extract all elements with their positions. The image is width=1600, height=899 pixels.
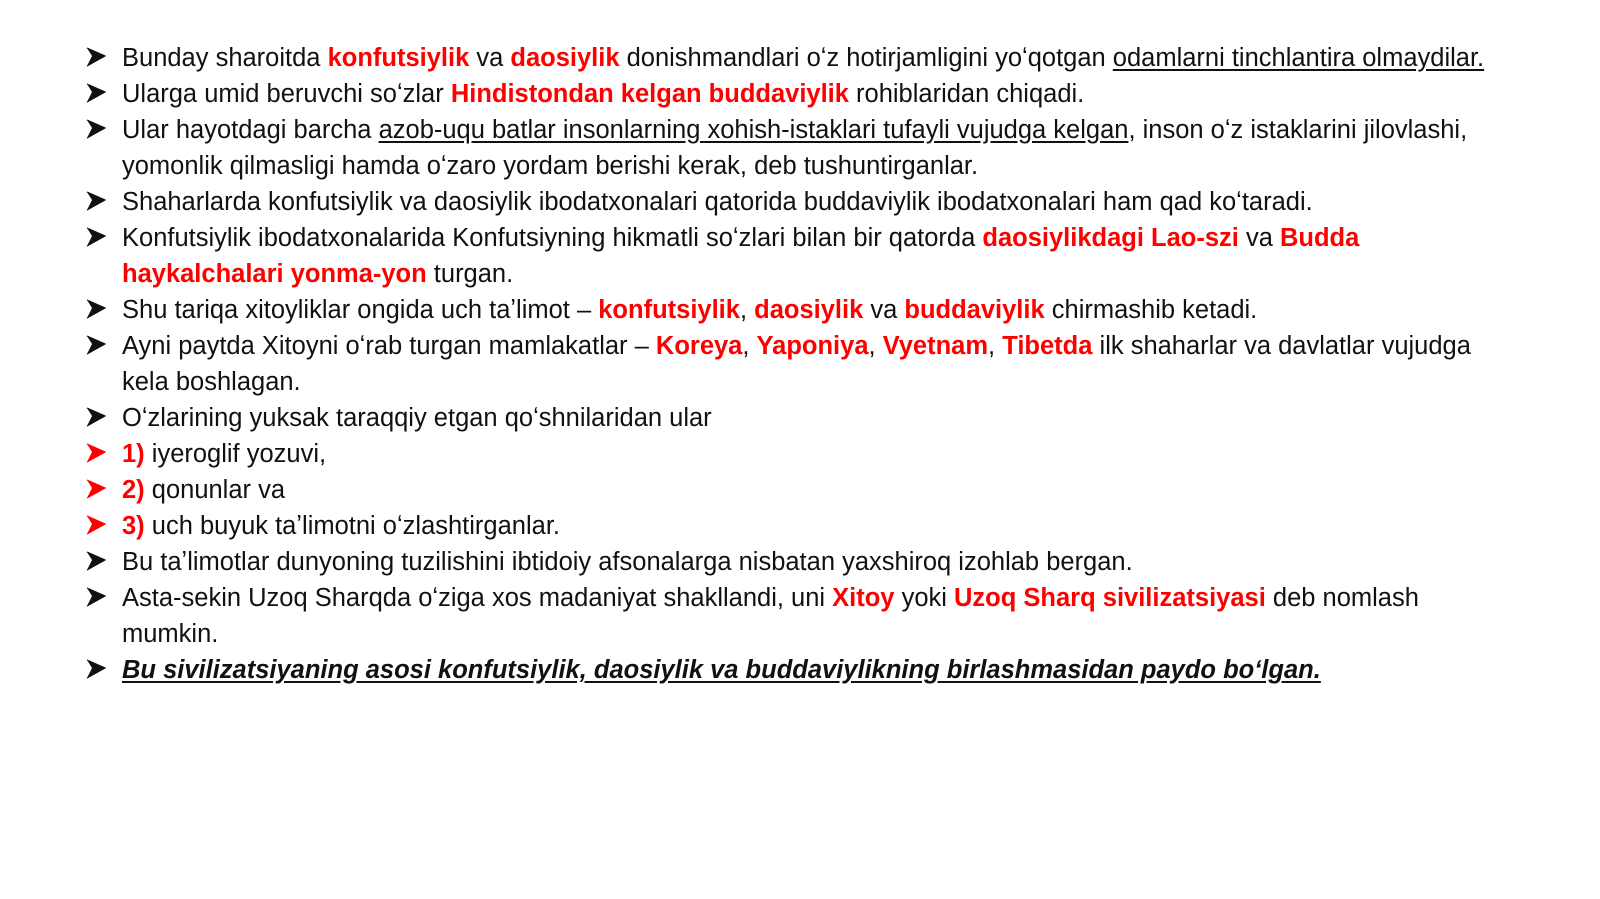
text-run: iyeroglif yozuvi,: [144, 440, 327, 468]
text-run: ,: [868, 332, 883, 360]
arrowhead-bullet-icon: [86, 544, 108, 580]
bullet-text: [122, 440, 326, 468]
text-run: va: [469, 44, 511, 72]
bullet-item: [86, 472, 1506, 508]
text-run: turgan.: [426, 260, 514, 288]
arrowhead-bullet-icon: [86, 328, 108, 364]
bullet-text: [122, 296, 1257, 324]
bullet-text: [122, 656, 1321, 684]
text-run: odamlarni tinchlantira olmaydilar.: [1112, 44, 1485, 72]
text-run: va: [1238, 224, 1280, 252]
bullet-item: [86, 76, 1506, 112]
bullet-text: [122, 44, 1484, 72]
text-run: ,: [988, 332, 1003, 360]
text-run: konfutsiylik: [598, 296, 740, 324]
bullet-item: [86, 328, 1506, 400]
text-run: uch buyuk taʼlimotni oʻzlashtirganlar.: [144, 512, 560, 540]
text-run: buddaviylik: [904, 296, 1045, 324]
arrowhead-bullet-icon: [86, 472, 108, 508]
bullet-item: [86, 400, 1506, 436]
text-run: Koreya: [655, 332, 743, 360]
bullet-text: [122, 332, 1471, 396]
text-run: Ayni paytda Xitoyni oʻrab turgan mamlakatlar –: [122, 332, 656, 360]
arrowhead-bullet-icon: [86, 184, 108, 220]
arrowhead-bullet-icon: [86, 76, 108, 112]
text-run: 2): [122, 476, 145, 504]
bullet-text: [122, 548, 1133, 576]
text-run: 3): [122, 512, 145, 540]
bullet-item: [86, 220, 1506, 292]
arrowhead-bullet-icon: [86, 580, 108, 616]
bullet-item: [86, 652, 1506, 688]
bullet-item: [86, 544, 1506, 580]
text-run: deb nomlash mumkin.: [122, 584, 1419, 648]
text-run: Bu sivilizatsiyaning asosi konfutsiylik, daosiylik va buddaviylikning birlashmasidan paydo boʻlgan.: [122, 656, 1321, 684]
text-run: ,: [742, 332, 757, 360]
text-run: Bu taʼlimotlar dunyoning tuzilishini ibtidoiy afsonalarga nisbatan yaxshiroq izohlab bergan.: [122, 548, 1133, 576]
text-run: Budda haykalchalari yonma-yon: [122, 224, 1360, 288]
bullet-text: [122, 224, 1359, 288]
text-run: konfutsiylik: [327, 44, 470, 72]
bullet-text: [122, 584, 1419, 648]
text-run: donishmandlari oʻz hotirjamligini yoʻqotgan: [619, 44, 1113, 72]
text-run: daosiylik: [754, 296, 864, 324]
text-run: Uzoq Sharq sivilizatsiyasi: [954, 584, 1266, 612]
bullet-text: [122, 476, 285, 504]
text-run: rohiblaridan chiqadi.: [848, 80, 1085, 108]
text-run: Konfutsiylik ibodatxonalarida Konfutsiyning hikmatli soʻzlari bilan bir qatorda: [122, 224, 983, 252]
text-run: daosiylikdagi Lao-szi: [982, 224, 1239, 252]
text-run: Vyetnam: [882, 332, 989, 360]
text-run: , inson oʻz istaklarini jilovlashi, yomonlik qilmasligi hamda oʻzaro yordam berishi kerak, deb tushuntirganlar.: [122, 116, 1468, 180]
text-run: Asta-sekin Uzoq Sharqda oʻziga xos madaniyat shakllandi, uni: [122, 584, 833, 612]
text-run: 1): [122, 440, 145, 468]
bullet-item: [86, 40, 1506, 76]
text-run: Shaharlarda konfutsiylik va daosiylik ibodatxonalari qatorida buddaviylik ibodatxonalari ham qad koʻtaradi.: [122, 188, 1313, 216]
bullet-item: [86, 292, 1506, 328]
bullet-text: [122, 404, 712, 432]
text-run: yoki: [894, 584, 955, 612]
bullet-text: [122, 116, 1467, 180]
bullet-text: [122, 80, 1084, 108]
text-run: daosiylik: [510, 44, 620, 72]
text-run: azob-uqu batlar insonlarning xohish-istaklari tufayli vujudga kelgan: [378, 116, 1129, 144]
text-run: chirmashib ketadi.: [1044, 296, 1258, 324]
bullet-item: [86, 508, 1506, 544]
text-run: Oʻzlarining yuksak taraqqiy etgan qoʻshnilaridan ular: [122, 404, 712, 432]
text-run: Shu tariqa xitoyliklar ongida uch taʼlimot –: [122, 296, 599, 324]
text-run: Xitoy: [832, 584, 895, 612]
arrowhead-bullet-icon: [86, 220, 108, 256]
text-run: Tibetda: [1002, 332, 1093, 360]
bullet-item: [86, 436, 1506, 472]
bullet-item: [86, 184, 1506, 220]
bullet-item: [86, 112, 1506, 184]
text-run: ,: [739, 296, 755, 324]
arrowhead-bullet-icon: [86, 400, 108, 436]
bullet-text: [122, 512, 560, 540]
arrowhead-bullet-icon: [86, 40, 108, 76]
bullet-list: [86, 40, 1506, 688]
text-run: Ular hayotdagi barcha: [122, 116, 379, 144]
arrowhead-bullet-icon: [86, 292, 108, 328]
text-run: Hindistondan kelgan buddaviylik: [450, 80, 849, 108]
text-run: ilk shaharlar va davlatlar vujudga kela boshlagan.: [122, 332, 1471, 396]
bullet-item: [86, 580, 1506, 652]
text-run: Bunday sharoitda: [122, 44, 328, 72]
arrowhead-bullet-icon: [86, 652, 108, 688]
text-run: qonunlar va: [144, 476, 286, 504]
arrowhead-bullet-icon: [86, 436, 108, 472]
text-run: Yaponiya: [756, 332, 869, 360]
arrowhead-bullet-icon: [86, 508, 108, 544]
bullet-text: [122, 188, 1313, 216]
text-run: va: [863, 296, 905, 324]
arrowhead-bullet-icon: [86, 112, 108, 148]
text-run: Ularga umid beruvchi soʻzlar: [122, 80, 451, 108]
